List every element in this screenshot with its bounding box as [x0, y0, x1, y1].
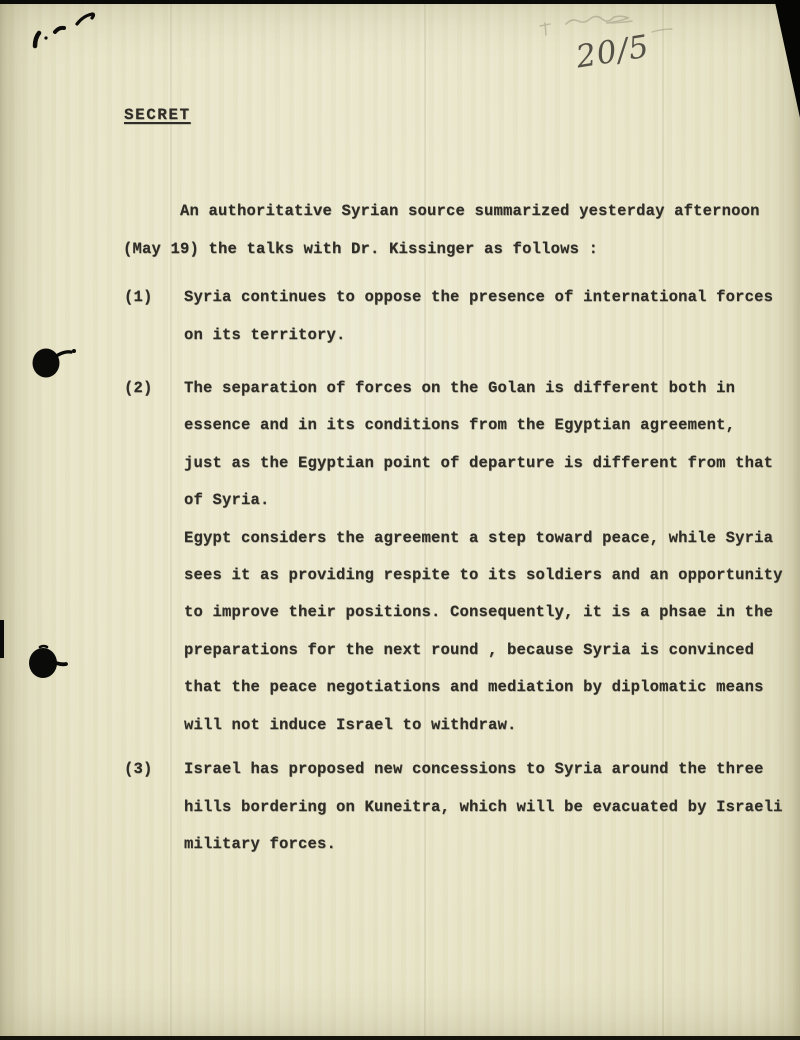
handwritten-initials-mark: [22, 4, 102, 52]
corner-fold-top-right: [770, 0, 800, 118]
scan-edge-left-mark: [0, 620, 4, 658]
item-line: preparations for the next round , because Syria is convinced: [184, 640, 755, 659]
item-line: hills bordering on Kuneitra, which will be evacuated by Israeli: [184, 797, 783, 816]
item-line: of Syria.: [184, 491, 270, 510]
item-number: (1): [124, 288, 153, 306]
item-line: to improve their positions. Consequently, it is a phsae in the: [184, 603, 774, 622]
item-line: The separation of forces on the Golan is different both in: [184, 379, 736, 397]
ink-blob-mark-2: [26, 642, 78, 688]
item-line: Israel has proposed new concessions to Syria around the three: [184, 760, 764, 778]
handwritten-date: 20/5: [573, 28, 652, 76]
item-number: (3): [124, 760, 153, 778]
intro-paragraph-line-2: (May 19) the talks with Dr. Kissinger as follows :: [123, 240, 599, 258]
item-line: will not induce Israel to withdraw.: [184, 715, 517, 734]
item-number: (2): [124, 379, 153, 397]
item-line: on its territory.: [184, 326, 346, 344]
paper-fold-line: [170, 0, 172, 1040]
item-line: Syria continues to oppose the presence of international forces: [184, 288, 774, 306]
item-line: that the peace negotiations and mediation by diplomatic means: [184, 678, 764, 697]
ink-blob-mark-1: [30, 338, 82, 384]
classification-heading: SECRET: [124, 106, 191, 124]
item-line: sees it as providing respite to its soldiers and an opportunity: [184, 565, 783, 584]
item-line: essence and in its conditions from the Egyptian agreement,: [184, 416, 736, 435]
item-line: Egypt considers the agreement a step toward peace, while Syria: [184, 528, 774, 547]
scan-edge-bottom: [0, 1036, 800, 1040]
item-line: just as the Egyptian point of departure is different from that: [184, 453, 774, 472]
scan-edge-top: [0, 0, 800, 4]
item-line: military forces.: [184, 835, 337, 853]
intro-paragraph-line-1: An authoritative Syrian source summarized yesterday afternoon: [180, 202, 760, 220]
